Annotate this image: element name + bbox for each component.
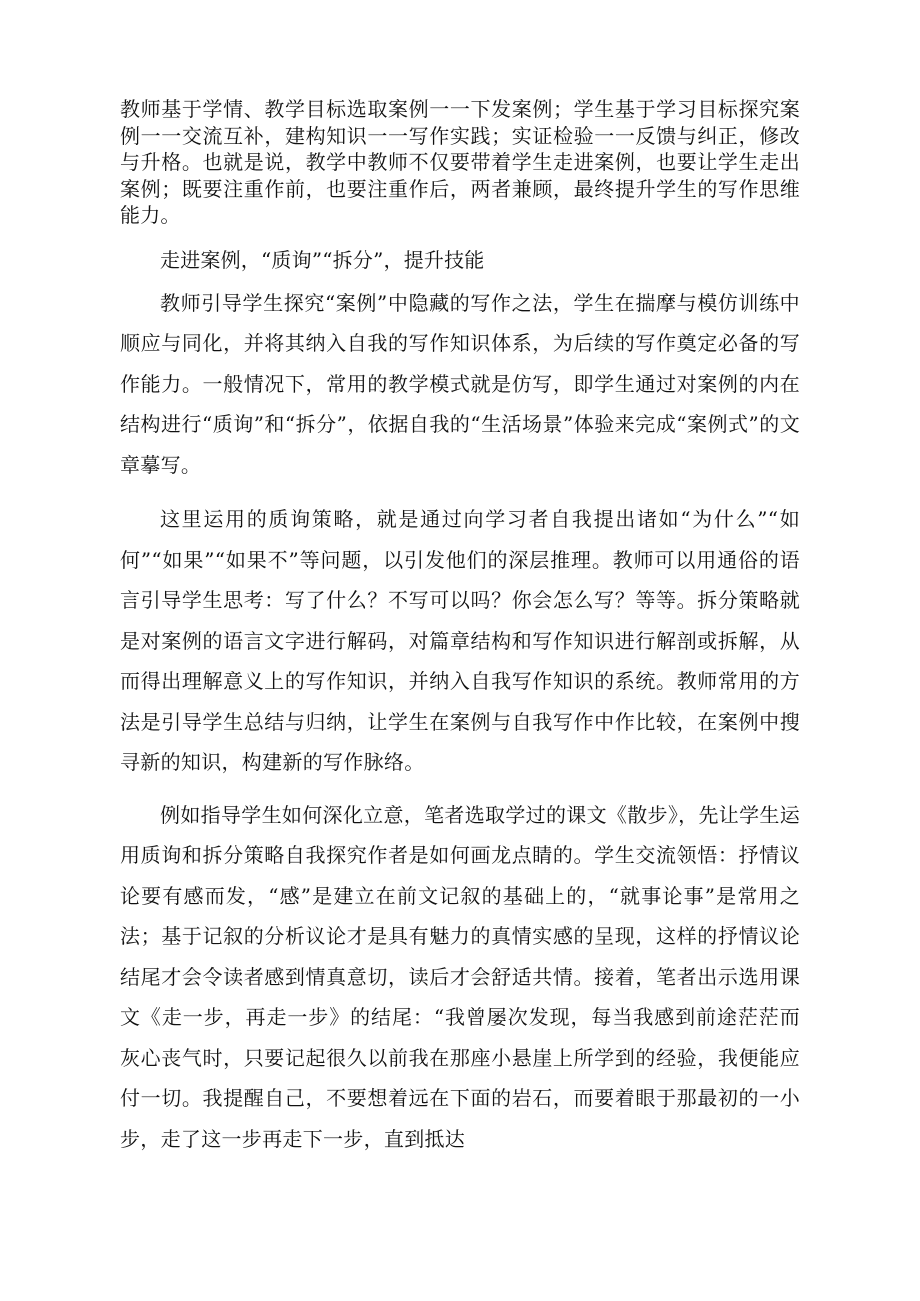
intro-paragraph: 教师基于学情、教学目标选取案例一一下发案例；学生基于学习目标探究案例一一交流互补，建构知识一一写作实践；实证检验一一反馈与纠正，修改与升格。也就是说，教学中教师不仅要带着学生走进案例，也要让学生走出案例；既要注重作前，也要注重作后，两者兼顾，最终提升学生的写作思维能力。 [120, 97, 800, 227]
body-paragraph-1: 教师引导学生探究“案例”中隐藏的写作之法，学生在揣摩与模仿训练中顺应与同化，并将其纳入自我的写作知识体系，为后续的写作奠定必备的写作能力。一般情况下，常用的教学模式就是仿写，即学生通过对案例的内在结构进行“质询”和“拆分”，依据自我的“生活场景”体验来完成“案例式”的文章摹写。 [120, 290, 800, 477]
body-paragraph-3: 例如指导学生如何深化立意，笔者选取学过的课文《散步》，先让学生运用质询和拆分策略自我探究作者是如何画龙点睛的。学生交流领悟：抒情议论要有感而发，“感”是建立在前文记叙的基础上的，“就事论事”是常用之法；基于记叙的分析议论才是具有魅力的真情实感的呈现，这样的抒情议论结尾才会令读者感到情真意切，读后才会舒适共情。接着，笔者出示选用课文《走一步，再走一步》的结尾：“我曾屡次发现，每当我感到前途茫茫而灰心丧气时，只要记起很久以前我在那座小悬崖上所学到的经验，我便能应付一切。我提醒自己，不要想着远在下面的岩石，而要着眼于那最初的一小步，走了这一步再走下一步，直到抵达 [120, 802, 800, 1151]
section-heading: 走进案例，“质询”“拆分”，提升技能 [160, 247, 485, 272]
document-page [120, 96, 800, 1159]
body-paragraph-2: 这里运用的质询策略，就是通过向学习者自我提出诸如“为什么”“如何”“如果”“如果不”等问题，以引发他们的深层推理。教师可以用通俗的语言引导学生思考：写了什么？不写可以吗？你会怎么写？等等。拆分策略就是对案例的语言文字进行解码，对篇章结构和写作知识进行解剖或拆解，从而得出理解意义上的写作知识，并纳入自我写作知识的系统。教师常用的方法是引导学生总结与归纳，让学生在案例与自我写作中作比较，在案例中搜寻新的知识，构建新的写作脉络。 [120, 507, 800, 774]
